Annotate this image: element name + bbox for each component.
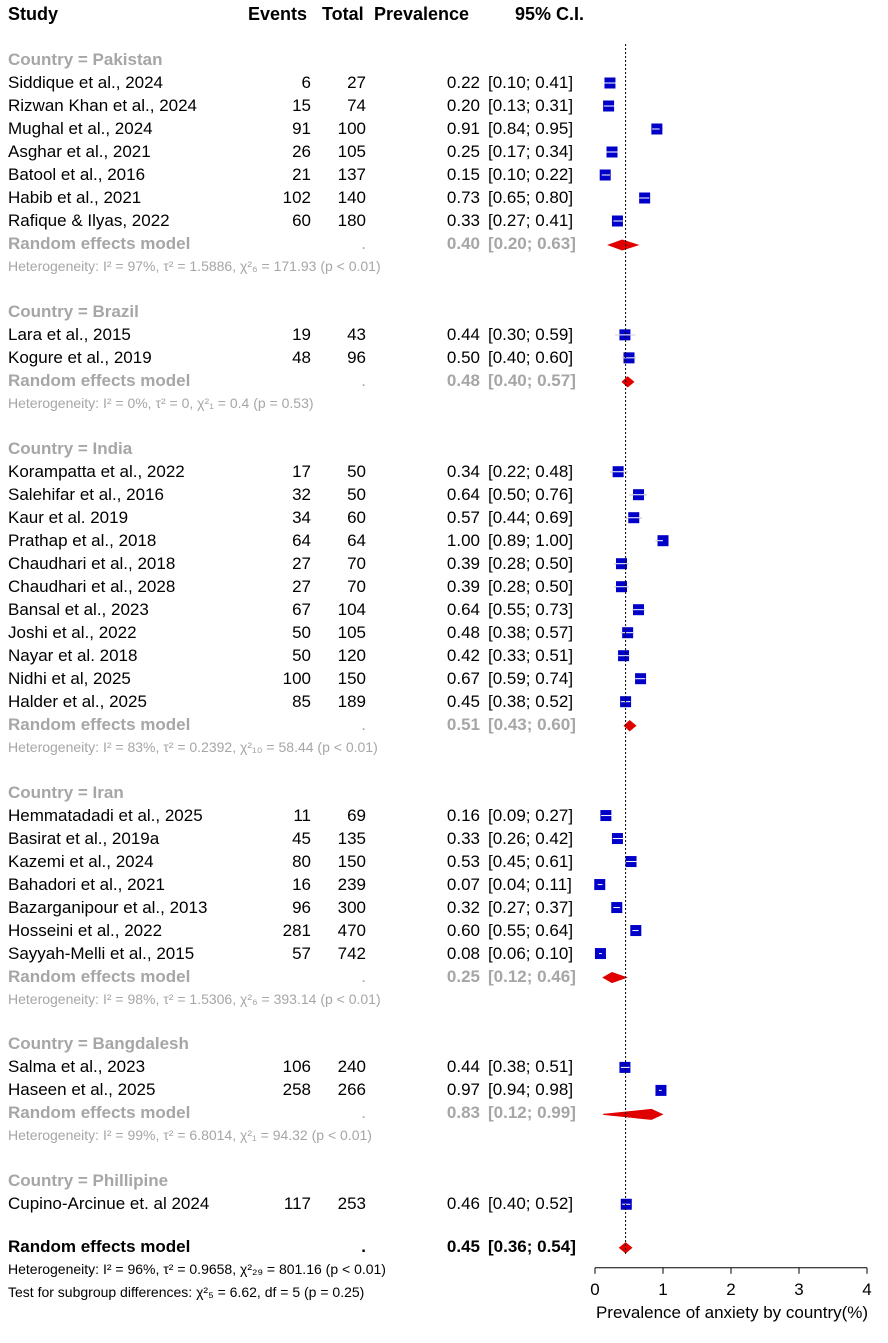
study-ci: [0.40; 0.52] [488, 1194, 574, 1214]
study-total: 64 [347, 530, 366, 550]
study-events: 27 [292, 576, 311, 596]
study-prevalence: 0.07 [446, 874, 480, 894]
study-total: 70 [347, 553, 366, 573]
model-marker-diamond [622, 377, 634, 387]
study-total: 470 [337, 920, 366, 940]
study-total: 150 [337, 668, 366, 688]
study-total: 300 [337, 897, 366, 917]
model-ci: [0.12; 0.99] [488, 1103, 576, 1123]
study-events: 281 [282, 920, 311, 940]
study-prevalence: 0.48 [446, 622, 480, 642]
model-label: Random effects model [8, 370, 191, 390]
study-events: 117 [283, 1194, 311, 1214]
model-marker-diamond [609, 240, 638, 250]
header-study: Study [8, 4, 59, 24]
study-name: Kazemi et al., 2024 [8, 851, 154, 871]
study-events: 48 [292, 347, 311, 367]
study-ci: [0.45; 0.61] [488, 851, 574, 871]
study-prevalence: 0.39 [446, 576, 480, 596]
x-axis-label: Prevalence of anxiety by country(%) [595, 1302, 869, 1322]
study-events: 258 [282, 1080, 311, 1100]
study-total: 742 [337, 943, 366, 963]
study-name: Bansal et al., 2023 [8, 599, 149, 619]
study-prevalence: 0.53 [446, 851, 480, 871]
study-events: 100 [282, 668, 311, 688]
study-total: 135 [337, 828, 366, 848]
study-name: Asghar et al., 2021 [8, 142, 151, 161]
study-ci: [0.38; 0.52] [488, 691, 574, 711]
model-prevalence: 0.40 [446, 234, 480, 253]
study-total: 120 [337, 645, 366, 665]
header-events: Events [248, 4, 308, 24]
study-ci: [0.27; 0.41] [488, 211, 574, 230]
study-events: 96 [292, 897, 311, 917]
study-name: Hosseini et al., 2022 [8, 920, 163, 940]
study-events: 21 [292, 165, 311, 184]
study-total: 240 [337, 1057, 366, 1077]
header-total: Total [322, 4, 364, 24]
study-total: 253 [337, 1194, 366, 1214]
study-events: 80 [292, 851, 311, 871]
study-prevalence: 0.34 [446, 461, 480, 481]
study-prevalence: 0.73 [446, 188, 480, 207]
study-total: 96 [347, 347, 366, 367]
study-prevalence: 0.57 [446, 507, 480, 527]
model-prevalence: 0.48 [446, 370, 480, 390]
study-prevalence: 0.25 [446, 142, 480, 161]
study-events: 45 [292, 828, 311, 848]
study-prevalence: 0.33 [446, 211, 480, 230]
study-ci: [0.55; 0.64] [488, 920, 574, 940]
model-marker-diamond [603, 973, 626, 983]
study-name: Basirat et al., 2019a [8, 828, 160, 848]
study-name: Batool et al., 2016 [8, 165, 146, 184]
study-prevalence: 0.39 [446, 553, 480, 573]
study-ci: [0.17; 0.34] [488, 142, 574, 161]
study-total: 137 [337, 165, 366, 184]
study-prevalence: 0.44 [446, 324, 480, 344]
study-ci: [0.06; 0.10] [488, 943, 574, 963]
header-prevalence: Prevalence [374, 4, 470, 24]
study-events: 64 [292, 530, 311, 550]
study-events: 91 [292, 119, 311, 138]
study-name: Halder et al., 2025 [8, 691, 147, 711]
study-prevalence: 0.20 [446, 96, 480, 115]
study-prevalence: 0.45 [446, 691, 480, 711]
study-name: Lara et al., 2015 [8, 324, 131, 344]
model-label: Random effects model [8, 1103, 191, 1123]
heterogeneity-text: Heterogeneity: I² = 97%, τ² = 1.5886, χ²₆ = 171.93 (p < 0.01) [8, 258, 381, 274]
study-prevalence: 0.64 [446, 599, 480, 619]
model-dot: . [361, 234, 366, 253]
overall-heterogeneity: Heterogeneity: I² = 96%, τ² = 0.9658, χ²₂₉ = 801.16 (p < 0.01) [8, 1260, 386, 1277]
heterogeneity-text: Heterogeneity: I² = 99%, τ² = 6.8014, χ²₁ = 94.32 (p < 0.01) [8, 1127, 372, 1144]
group-label: Country = Iran [8, 782, 124, 802]
study-prevalence: 0.91 [446, 119, 480, 138]
study-name: Bahadori et al., 2021 [8, 874, 165, 894]
study-prevalence: 0.97 [446, 1080, 480, 1100]
study-total: 180 [337, 211, 366, 230]
study-events: 6 [301, 73, 311, 92]
study-events: 34 [292, 507, 311, 527]
study-prevalence: 0.15 [446, 165, 480, 184]
study-ci: [0.04; 0.11] [488, 874, 572, 894]
study-events: 19 [292, 324, 311, 344]
overall-prevalence: 0.45 [446, 1236, 480, 1256]
study-ci: [0.27; 0.37] [488, 897, 574, 917]
study-total: 104 [337, 599, 366, 619]
study-total: 150 [337, 851, 366, 871]
study-ci: [0.28; 0.50] [488, 576, 574, 596]
study-name: Nayar et al. 2018 [8, 645, 138, 665]
study-ci: [0.28; 0.50] [488, 553, 574, 573]
x-tick-label: 2 [726, 1279, 736, 1299]
study-total: 70 [347, 576, 366, 596]
study-ci: [0.26; 0.42] [488, 828, 574, 848]
study-name: Prathap et al., 2018 [8, 530, 157, 550]
overall-model-label: Random effects model [8, 1236, 191, 1256]
study-prevalence: 1.00 [446, 530, 480, 550]
model-label: Random effects model [8, 234, 191, 253]
model-dot: . [361, 370, 366, 390]
study-events: 85 [292, 691, 311, 711]
group-label: Country = Phillipine [8, 1171, 169, 1191]
study-total: 189 [337, 691, 366, 711]
study-name: Korampatta et al., 2022 [8, 461, 185, 481]
study-name: Joshi et al., 2022 [8, 622, 137, 642]
study-ci: [0.38; 0.51] [488, 1057, 574, 1077]
study-ci: [0.59; 0.74] [488, 668, 574, 688]
model-dot: . [361, 966, 366, 986]
study-events: 106 [282, 1057, 311, 1077]
study-total: 27 [347, 73, 366, 92]
study-name: Rizwan Khan et al., 2024 [8, 96, 198, 115]
model-dot: . [361, 1103, 366, 1123]
study-name: Chaudhari et al., 2028 [8, 576, 176, 596]
study-name: Kogure et al., 2019 [8, 347, 152, 367]
study-ci: [0.10; 0.22] [488, 165, 574, 184]
heterogeneity-text: Heterogeneity: I² = 83%, τ² = 0.2392, χ²₁₀ = 58.44 (p < 0.01) [8, 738, 378, 755]
study-name: Haseen et al., 2025 [8, 1080, 156, 1100]
study-events: 32 [292, 484, 311, 504]
study-prevalence: 0.33 [446, 828, 480, 848]
study-events: 17 [292, 461, 311, 481]
study-total: 60 [347, 507, 366, 527]
group-label: Country = Bangdalesh [8, 1034, 189, 1054]
study-total: 239 [337, 874, 366, 894]
study-ci: [0.89; 1.00] [488, 530, 574, 550]
model-prevalence: 0.51 [446, 714, 480, 734]
model-ci: [0.43; 0.60] [488, 714, 576, 734]
study-events: 57 [292, 943, 311, 963]
study-prevalence: 0.16 [446, 805, 480, 825]
model-prevalence: 0.25 [446, 966, 480, 986]
study-name: Cupino-Arcinue et. al 2024 [8, 1194, 210, 1214]
study-total: 105 [337, 142, 366, 161]
study-total: 105 [337, 622, 366, 642]
model-ci: [0.20; 0.63] [488, 234, 576, 253]
study-name: Habib et al., 2021 [8, 188, 142, 207]
group-label: Country = Brazil [8, 301, 139, 321]
study-ci: [0.13; 0.31] [488, 96, 574, 115]
study-ci: [0.55; 0.73] [488, 599, 574, 619]
study-prevalence: 0.67 [446, 668, 480, 688]
study-ci: [0.10; 0.41] [488, 73, 574, 92]
group-label: Country = India [8, 438, 133, 458]
study-events: 67 [292, 599, 311, 619]
study-ci: [0.44; 0.69] [488, 507, 574, 527]
study-prevalence: 0.22 [446, 73, 480, 92]
study-name: Salma et al., 2023 [8, 1057, 146, 1077]
group-label: Country = Pakistan [8, 50, 163, 69]
study-name: Hemmatadadi et al., 2025 [8, 805, 203, 825]
study-total: 50 [347, 461, 366, 481]
overall-ci: [0.36; 0.54] [488, 1236, 576, 1256]
x-tick-label: 4 [862, 1279, 872, 1299]
study-events: 26 [292, 142, 311, 161]
study-ci: [0.33; 0.51] [488, 645, 574, 665]
study-events: 50 [292, 622, 311, 642]
study-prevalence: 0.42 [446, 645, 480, 665]
study-events: 16 [292, 874, 311, 894]
subgroup-test: Test for subgroup differences: χ²₅ = 6.62, df = 5 (p = 0.25) [8, 1283, 365, 1300]
study-name: Siddique et al., 2024 [8, 73, 164, 92]
study-events: 102 [282, 188, 311, 207]
model-dot: . [361, 714, 366, 734]
study-ci: [0.38; 0.57] [488, 622, 574, 642]
model-ci: [0.40; 0.57] [488, 370, 576, 390]
study-ci: [0.22; 0.48] [488, 461, 574, 481]
overall-dot: . [361, 1236, 366, 1256]
model-label: Random effects model [8, 966, 191, 986]
study-events: 60 [292, 211, 311, 230]
study-prevalence: 0.64 [446, 484, 480, 504]
study-events: 15 [292, 96, 311, 115]
model-prevalence: 0.83 [446, 1103, 480, 1123]
study-ci: [0.50; 0.76] [488, 484, 574, 504]
heterogeneity-text: Heterogeneity: I² = 0%, τ² = 0, χ²₁ = 0.4 (p = 0.53) [8, 394, 314, 411]
x-tick-label: 1 [658, 1279, 668, 1299]
study-total: 43 [347, 324, 366, 344]
study-prevalence: 0.08 [446, 943, 480, 963]
study-name: Rafique & Ilyas, 2022 [8, 211, 170, 230]
header-ci: 95% C.I. [515, 4, 585, 24]
study-events: 27 [292, 553, 311, 573]
study-name: Mughal et al., 2024 [8, 119, 153, 138]
study-prevalence: 0.44 [446, 1057, 480, 1077]
study-prevalence: 0.60 [446, 920, 480, 940]
study-name: Bazarganipour et al., 2013 [8, 897, 208, 917]
study-ci: [0.30; 0.59] [488, 324, 574, 344]
study-events: 50 [292, 645, 311, 665]
heterogeneity-text: Heterogeneity: I² = 98%, τ² = 1.5306, χ²₆ = 393.14 (p < 0.01) [8, 990, 381, 1007]
study-total: 50 [347, 484, 366, 504]
x-tick-label: 0 [590, 1279, 600, 1299]
study-name: Chaudhari et al., 2018 [8, 553, 176, 573]
study-total: 69 [347, 805, 366, 825]
study-ci: [0.94; 0.98] [488, 1080, 574, 1100]
study-ci: [0.84; 0.95] [488, 119, 574, 138]
study-prevalence: 0.50 [446, 347, 480, 367]
study-name: Kaur et al. 2019 [8, 507, 129, 527]
model-label: Random effects model [8, 714, 191, 734]
x-tick-label: 3 [794, 1279, 804, 1299]
study-total: 100 [337, 119, 366, 138]
model-ci: [0.12; 0.46] [488, 966, 576, 986]
study-name: Sayyah-Melli et al., 2015 [8, 943, 195, 963]
study-prevalence: 0.32 [446, 897, 480, 917]
study-ci: [0.65; 0.80] [488, 188, 574, 207]
study-name: Salehifar et al., 2016 [8, 484, 164, 504]
study-events: 11 [293, 805, 311, 825]
study-ci: [0.09; 0.27] [488, 805, 574, 825]
study-prevalence: 0.46 [446, 1194, 480, 1214]
study-total: 140 [337, 188, 366, 207]
model-marker-diamond [603, 1109, 662, 1119]
study-ci: [0.40; 0.60] [488, 347, 574, 367]
study-total: 74 [347, 96, 366, 115]
study-name: Nidhi et al, 2025 [8, 668, 131, 688]
study-total: 266 [337, 1080, 366, 1100]
